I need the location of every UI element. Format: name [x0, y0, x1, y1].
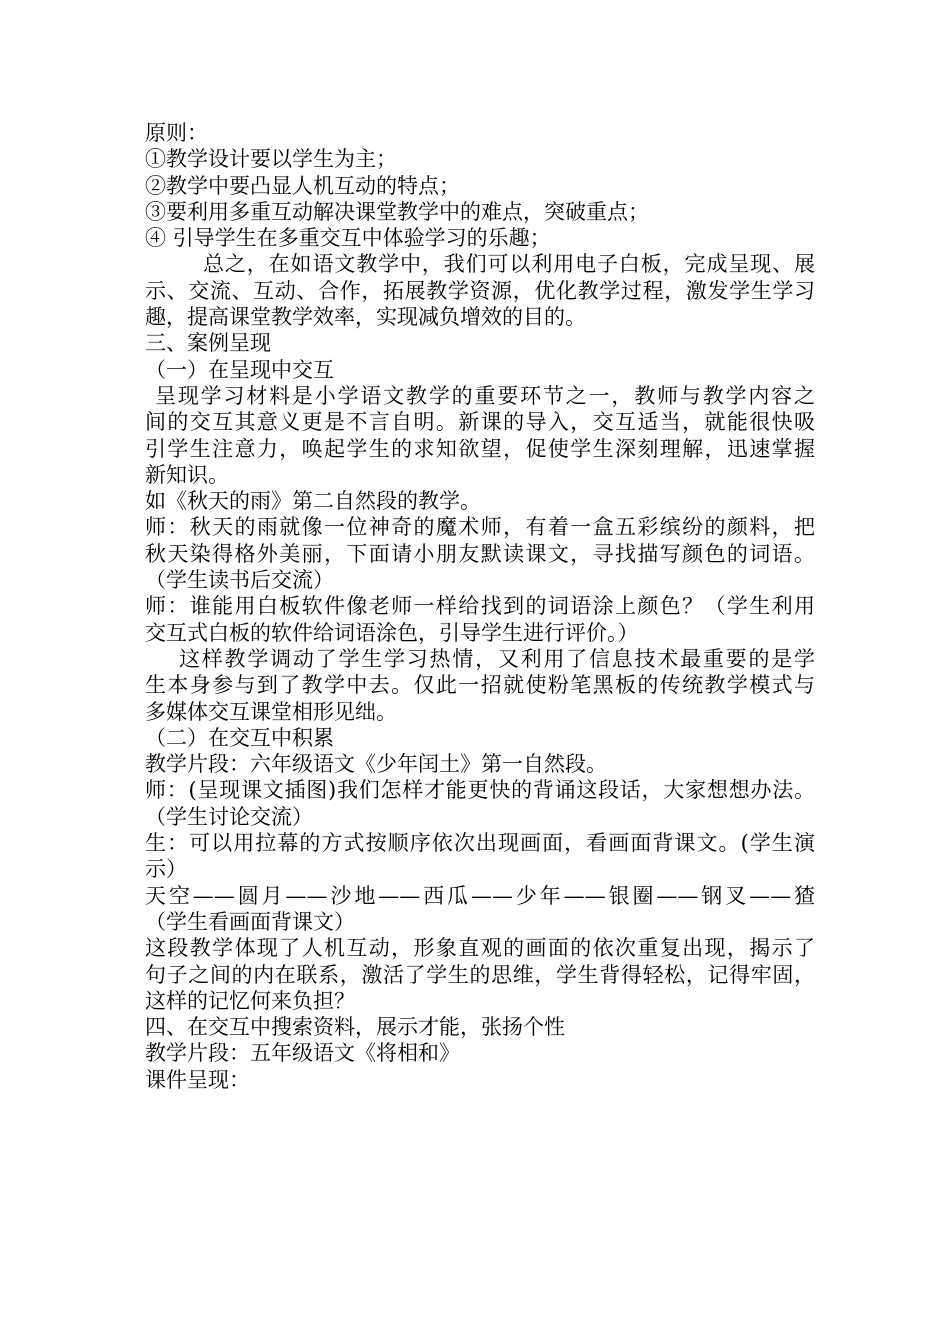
text-line: 生本身参与到了教学中去。仅此一招就使粉笔黑板的传统教学模式与 [145, 673, 815, 698]
document-body [145, 120, 815, 1093]
text-line: ④ 引导学生在多重交互中体验学习的乐趣； [145, 226, 551, 251]
text-line: （一）在呈现中交互 [145, 357, 334, 382]
text-line: 师：(呈现课文插图)我们怎样才能更快的背诵这段话，大家想想办法。 [145, 778, 815, 803]
text-line: 生：可以用拉幕的方式按顺序依次出现画面，看画面背课文。(学生演 [145, 831, 815, 856]
text-line: 师：谁能用白板软件像老师一样给找到的词语涂上颜色？（学生利用 [145, 594, 815, 619]
text-line: 教学片段：五年级语文《将相和》 [145, 1041, 460, 1066]
text-line: 三、案例呈现 [145, 331, 271, 356]
text-line: 示） [145, 857, 187, 882]
text-line: 示、交流、互动、合作，拓展教学资源，优化教学过程，激发学生学习 [145, 278, 815, 303]
text-line: ②教学中要凸显人机互动的特点； [145, 173, 460, 198]
text-line: （二）在交互中积累 [145, 725, 334, 750]
text-line: 这样教学调动了学生学习热情，又利用了信息技术最重要的是学 [179, 646, 815, 671]
text-line: 趣，提高课堂教学效率，实现减负增效的目的。 [145, 305, 586, 330]
text-line: （学生看画面背课文） [145, 909, 355, 934]
text-line: 呈现学习材料是小学语文教学的重要环节之一，教师与教学内容之 [155, 383, 815, 408]
text-line: 交互式白板的软件给词语涂色，引导学生进行评价。） [145, 620, 639, 645]
text-line: 四、在交互中搜索资料，展示才能，张扬个性 [145, 1015, 565, 1040]
text-line: 这段教学体现了人机互动，形象直观的画面的依次重复出现，揭示了 [145, 936, 815, 961]
text-line: ③要利用多重互动解决课堂教学中的难点，突破重点； [145, 199, 649, 224]
text-line: 教学片段：六年级语文《少年闰土》第一自然段。 [145, 752, 607, 777]
text-line: （学生讨论交流） [145, 804, 313, 829]
text-line: 新知识。 [145, 462, 229, 487]
text-line: 原则： [145, 121, 208, 145]
text-line: ①教学设计要以学生为主； [145, 147, 397, 172]
text-line: 课件呈现： [145, 1067, 250, 1092]
text-line: 句子之间的内在联系，激活了学生的思维，学生背得轻松，记得牢固， [145, 962, 815, 987]
text-line: 这样的记忆何来负担？ [145, 988, 355, 1013]
text-line: 间的交互其意义更是不言自明。新课的导入，交互适当，就能很快吸 [145, 410, 815, 435]
text-line: 引学生注意力，唤起学生的求知欲望，促使学生深刻理解，迅速掌握 [145, 436, 815, 461]
text-line: 总之，在如语文教学中，我们可以利用电子白板，完成呈现、展 [203, 252, 815, 277]
text-line: 师：秋天的雨就像一位神奇的魔术师，有着一盒五彩缤纷的颜料，把 [145, 515, 815, 540]
text-line: 多媒体交互课堂相形见绌。 [145, 699, 397, 724]
text-line: 如《秋天的雨》第二自然段的教学。 [145, 489, 481, 514]
text-line: 秋天染得格外美丽，下面请小朋友默读课文，寻找描写颜色的词语。 [145, 541, 815, 566]
text-line: （学生读书后交流） [145, 568, 334, 593]
text-line: 天空——圆月——沙地——西瓜——少年——银圈——钢叉——猹 [145, 883, 815, 908]
